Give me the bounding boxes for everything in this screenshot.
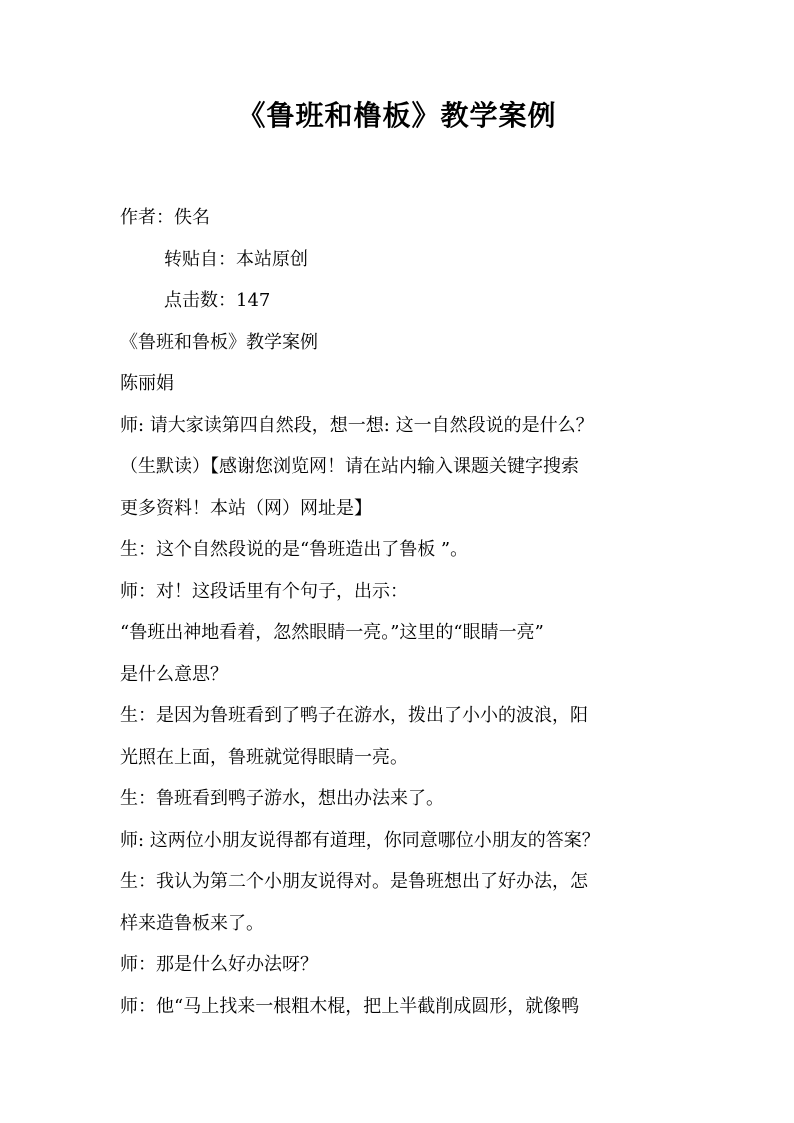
document-body — [120, 197, 680, 1027]
paragraph-line: 更多资料！本站（网）网址是】 — [120, 497, 372, 519]
paragraph-line: 生：是因为鲁班看到了鸭子在游水，拨出了小小的波浪，阳 — [120, 705, 588, 726]
paragraph-line: 师: 这两位小朋友说得都有道理，你同意哪位小朋友的答案？ — [120, 829, 600, 851]
author-name-line: 陈丽娟 — [120, 373, 174, 394]
subtitle-line: 《鲁班和鲁板》教学案例 — [120, 331, 318, 353]
author-line: 作者：佚名 — [120, 207, 210, 228]
paragraph-line: 生：我认为第二个小朋友说得对。是鲁班想出了好办法，怎 — [120, 871, 588, 892]
document-title: 《鲁班和橹板》教学案例 — [237, 99, 557, 132]
paragraph-line: 生：这个自然段说的是“鲁班造出了鲁板 ”。 — [120, 539, 469, 560]
paragraph-line: 生：鲁班看到鸭子游水，想出办法来了。 — [120, 788, 444, 809]
paragraph-line: 师：他“马上找来一根粗木棍，把上半截削成圆形，就像鸭 — [120, 995, 580, 1017]
paragraph-line: （生默读）【感谢您浏览网！请在站内输入课题关键字搜索 — [120, 456, 579, 477]
paragraph-line: 师：对！这段话里有个句子，出示： — [120, 580, 408, 602]
paragraph-line: 师: 请大家读第四自然段，想一想: 这一自然段说的是什么？ — [120, 414, 594, 436]
paragraph-line: 光照在上面，鲁班就觉得眼睛一亮。 — [120, 746, 408, 768]
paragraph-line: 师：那是什么好办法呀？ — [120, 954, 318, 975]
paragraph-line: 是什么意思？ — [120, 663, 228, 685]
paragraph-line: “鲁班出神地看着，忽然眼睛一亮。”这里的“眼睛一亮” — [120, 622, 544, 643]
click-count-line: 点击数：147 — [164, 290, 271, 311]
repost-line: 转贴自：本站原创 — [164, 248, 308, 270]
paragraph-line: 样来造鲁板来了。 — [120, 912, 264, 934]
